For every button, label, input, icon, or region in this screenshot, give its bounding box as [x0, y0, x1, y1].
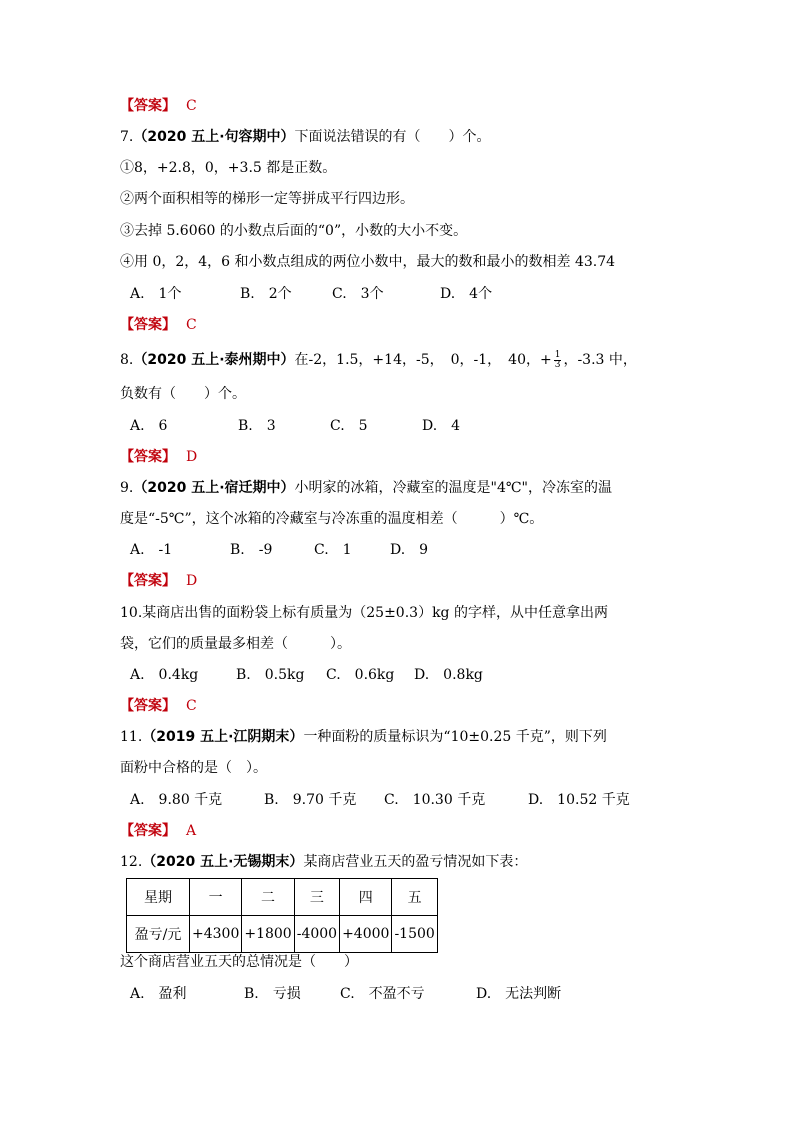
- question-text: 下面说法错误的有（ ）个。: [294, 129, 491, 145]
- option: B. 0.5kg: [236, 667, 305, 683]
- answer-label: 【答案】: [120, 823, 176, 839]
- table-cell: +4000: [340, 916, 392, 953]
- answer-label: 【答案】: [120, 317, 176, 333]
- fraction-denominator: 3: [554, 359, 561, 370]
- option: D. 4个: [440, 286, 493, 302]
- table-cell: 盈亏/元: [127, 916, 190, 953]
- question-9-stem: [120, 478, 612, 498]
- table-header-cell: 星期: [127, 879, 190, 916]
- option: A. -1: [130, 542, 173, 558]
- question-number: 12.: [120, 854, 143, 870]
- table-cell: +4300: [190, 916, 242, 953]
- option: A. 1个: [130, 286, 182, 302]
- question-7-stem: [120, 127, 491, 147]
- table-header-cell: 一: [190, 879, 242, 916]
- answer-line-10: [120, 696, 197, 716]
- table-row: [127, 916, 438, 953]
- answer-label: 【答案】: [120, 98, 176, 114]
- option: D. 0.8kg: [414, 667, 483, 683]
- question-text-line2: 负数有（ ）个。: [120, 386, 246, 402]
- table-row: [127, 879, 438, 916]
- question-source: （2020 五上·宿迁期中）: [133, 480, 295, 496]
- option: C. 不盈不亏: [340, 986, 425, 1002]
- options-row: [130, 790, 630, 810]
- table-header-cell: 三: [294, 879, 339, 916]
- question-source: （2020 五上·无锡期末）: [142, 854, 304, 870]
- answer-value: C: [186, 98, 197, 114]
- fraction-numerator: 1: [554, 349, 561, 360]
- question-number: 11.: [120, 729, 143, 745]
- answer-value: D: [186, 449, 198, 465]
- statement: ③去掉 5.6060 的小数点后面的“0”，小数的大小不变。: [120, 223, 468, 239]
- option: D. 9: [390, 542, 429, 558]
- question-text-line2: 面粉中合格的是（ ）。: [120, 760, 267, 776]
- answer-label: 【答案】: [120, 449, 176, 465]
- table-cell: -1500: [392, 916, 437, 953]
- answer-value: A: [186, 823, 197, 839]
- table-header-cell: 二: [242, 879, 294, 916]
- question-text-after-table: 这个商店营业五天的总情况是（ ）: [120, 954, 358, 970]
- answer-line-6: [120, 96, 197, 116]
- question-text-line2: 袋，它们的质量最多相差（ ）。: [120, 636, 351, 652]
- option: B. -9: [230, 542, 273, 558]
- question-text: 某商店出售的面粉袋上标有质量为（25±0.3）kg 的字样，从中任意拿出两: [142, 605, 608, 621]
- answer-label: 【答案】: [120, 698, 176, 714]
- option: A. 0.4kg: [130, 667, 199, 683]
- statement: ④用 0，2，4，6 和小数点组成的两位小数中，最大的数和最小的数相差 43.74: [120, 254, 616, 270]
- option: A. 6: [130, 418, 168, 434]
- options-row: [130, 665, 483, 685]
- fraction: [554, 351, 562, 370]
- option: B. 亏损: [244, 986, 301, 1002]
- option: C. 5: [330, 418, 368, 434]
- question-12-stem: [120, 852, 527, 872]
- question-text: 某商店营业五天的盈亏情况如下表：: [303, 854, 528, 870]
- option: C. 1: [314, 542, 352, 558]
- question-source: （2020 五上·泰州期中）: [133, 352, 295, 368]
- option: D. 10.52 千克: [528, 792, 630, 808]
- options-row: [130, 416, 460, 436]
- question-source: （2019 五上·江阴期末）: [142, 729, 304, 745]
- table-header-cell: 四: [340, 879, 392, 916]
- option: C. 0.6kg: [326, 667, 395, 683]
- question-number: 10.: [120, 605, 143, 621]
- question-number: 7.: [120, 129, 134, 145]
- answer-value: D: [186, 573, 198, 589]
- question-text-line2: 度是“-5℃”，这个冰箱的冷藏室与冷冻重的温度相差（ ）℃。: [120, 511, 544, 527]
- answer-line-7: [120, 315, 197, 335]
- table-header-cell: 五: [392, 879, 437, 916]
- option: A. 9.80 千克: [130, 792, 223, 808]
- question-10-stem: [120, 603, 608, 623]
- option: C. 10.30 千克: [384, 792, 486, 808]
- answer-label: 【答案】: [120, 573, 176, 589]
- profit-loss-table: [126, 878, 438, 953]
- statement: ②两个面积相等的梯形一定等拼成平行四边形。: [120, 191, 414, 207]
- answer-line-11: [120, 821, 196, 841]
- table-cell: +1800: [242, 916, 294, 953]
- question-8-stem: [120, 350, 637, 370]
- option: C. 3个: [332, 286, 384, 302]
- option: B. 3: [238, 418, 276, 434]
- question-text: ，-3.3 中，: [563, 352, 637, 368]
- question-text: 一种面粉的质量标识为“10±0.25 千克”，则下列: [303, 729, 607, 745]
- option: A. 盈利: [130, 986, 187, 1002]
- question-number: 9.: [120, 480, 134, 496]
- question-text: 在-2，1.5，+14，-5， 0，-1， 40，+: [294, 352, 552, 368]
- answer-line-9: [120, 571, 197, 591]
- table-cell: -4000: [294, 916, 339, 953]
- options-row: [130, 540, 428, 560]
- answer-value: C: [186, 317, 197, 333]
- question-source: （2020 五上·句容期中）: [133, 129, 295, 145]
- question-number: 8.: [120, 352, 134, 368]
- question-11-stem: [120, 727, 607, 747]
- option: B. 9.70 千克: [264, 792, 357, 808]
- option: D. 无法判断: [476, 986, 562, 1002]
- options-row: [130, 984, 561, 1004]
- options-row: [130, 284, 492, 304]
- option: B. 2个: [240, 286, 292, 302]
- answer-value: C: [186, 698, 197, 714]
- statement: ①8，+2.8，0，+3.5 都是正数。: [120, 160, 337, 176]
- option: D. 4: [422, 418, 461, 434]
- answer-line-8: [120, 447, 197, 467]
- question-text: 小明家的冰箱，冷藏室的温度是"4℃"，冷冻室的温: [294, 480, 612, 496]
